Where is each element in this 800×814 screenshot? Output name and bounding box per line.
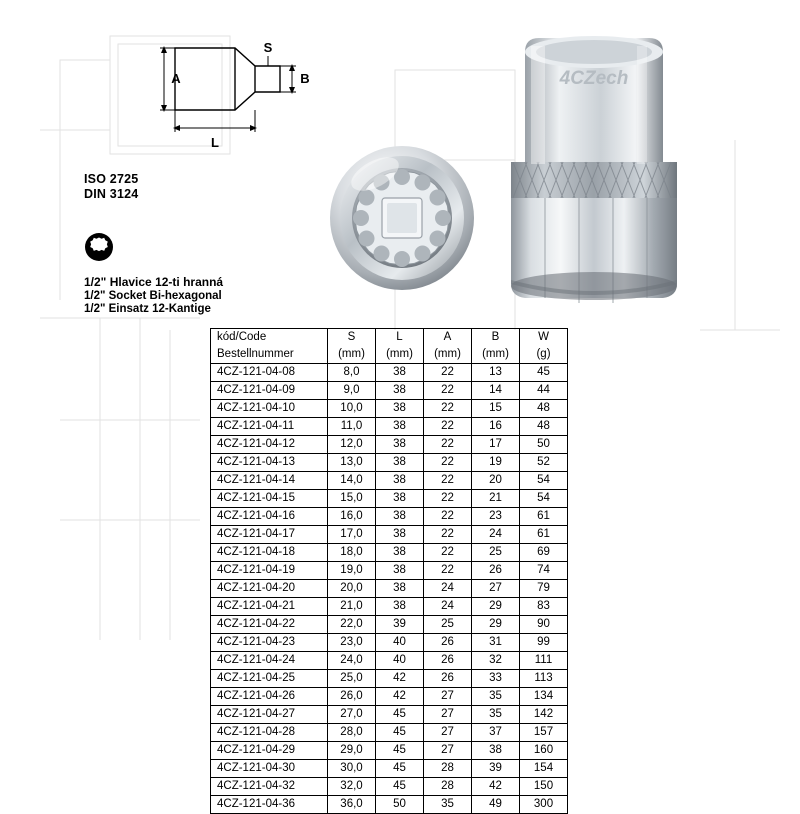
dimension-label-l: L — [211, 135, 219, 150]
table-header-row — [211, 329, 568, 364]
table-body — [211, 364, 568, 814]
table-row — [211, 454, 568, 472]
header-code — [211, 329, 328, 364]
cell-code: 4CZ-121-04-15 — [211, 490, 328, 508]
cell-w: 44 — [520, 382, 568, 400]
cell-l: 45 — [376, 760, 424, 778]
table-row — [211, 760, 568, 778]
cell-code: 4CZ-121-04-30 — [211, 760, 328, 778]
cell-b: 14 — [472, 382, 520, 400]
cell-a: 22 — [424, 508, 472, 526]
cell-a: 22 — [424, 436, 472, 454]
cell-a: 28 — [424, 778, 472, 796]
cell-l: 50 — [376, 796, 424, 814]
bi-hexagon-profile-icon — [84, 232, 114, 262]
dimension-label-b: B — [300, 71, 310, 86]
cell-b: 16 — [472, 418, 520, 436]
cell-w: 61 — [520, 526, 568, 544]
cell-l: 38 — [376, 580, 424, 598]
cell-a: 22 — [424, 418, 472, 436]
table-row — [211, 418, 568, 436]
cell-b: 35 — [472, 706, 520, 724]
caption-de: 1/2" Einsatz 12-Kantige — [84, 303, 211, 315]
cell-l: 42 — [376, 688, 424, 706]
cell-b: 38 — [472, 742, 520, 760]
standard-din: DIN 3124 — [84, 187, 139, 201]
cell-l: 38 — [376, 544, 424, 562]
cell-s: 30,0 — [328, 760, 376, 778]
cell-a: 22 — [424, 490, 472, 508]
caption-cs: 1/2" Hlavice 12-ti hranná — [84, 275, 224, 289]
cell-a: 25 — [424, 616, 472, 634]
standard-iso: ISO 2725 — [84, 172, 139, 186]
header-b-line2: (mm) — [482, 348, 509, 360]
cell-w: 45 — [520, 364, 568, 382]
product-captions — [84, 276, 223, 317]
cell-code: 4CZ-121-04-14 — [211, 472, 328, 490]
cell-l: 38 — [376, 562, 424, 580]
cell-b: 32 — [472, 652, 520, 670]
table-row — [211, 382, 568, 400]
cell-s: 28,0 — [328, 724, 376, 742]
cell-w: 99 — [520, 634, 568, 652]
cell-s: 12,0 — [328, 436, 376, 454]
header-a-line1: A — [443, 331, 452, 343]
cell-code: 4CZ-121-04-29 — [211, 742, 328, 760]
cell-w: 69 — [520, 544, 568, 562]
cell-code: 4CZ-121-04-23 — [211, 634, 328, 652]
table-row — [211, 670, 568, 688]
cell-b: 23 — [472, 508, 520, 526]
table-row — [211, 562, 568, 580]
header-l-line2: (mm) — [386, 348, 413, 360]
cell-a: 26 — [424, 670, 472, 688]
header-s-line1: S — [347, 331, 356, 343]
cell-l: 38 — [376, 490, 424, 508]
cell-a: 28 — [424, 760, 472, 778]
cell-a: 27 — [424, 688, 472, 706]
cell-a: 22 — [424, 454, 472, 472]
cell-l: 45 — [376, 742, 424, 760]
cell-a: 27 — [424, 706, 472, 724]
cell-code: 4CZ-121-04-10 — [211, 400, 328, 418]
cell-a: 27 — [424, 742, 472, 760]
cell-w: 54 — [520, 472, 568, 490]
header-w — [520, 329, 568, 364]
cell-b: 24 — [472, 526, 520, 544]
cell-b: 26 — [472, 562, 520, 580]
header-a-line2: (mm) — [434, 348, 461, 360]
cell-w: 48 — [520, 418, 568, 436]
cell-s: 16,0 — [328, 508, 376, 526]
table-row — [211, 778, 568, 796]
table-row — [211, 472, 568, 490]
cell-s: 19,0 — [328, 562, 376, 580]
cell-b: 42 — [472, 778, 520, 796]
cell-a: 26 — [424, 634, 472, 652]
cell-l: 38 — [376, 382, 424, 400]
cell-code: 4CZ-121-04-19 — [211, 562, 328, 580]
cell-a: 22 — [424, 382, 472, 400]
cell-l: 38 — [376, 418, 424, 436]
cell-s: 9,0 — [328, 382, 376, 400]
cell-s: 22,0 — [328, 616, 376, 634]
cell-w: 300 — [520, 796, 568, 814]
cell-b: 27 — [472, 580, 520, 598]
cell-code: 4CZ-121-04-12 — [211, 436, 328, 454]
cell-s: 17,0 — [328, 526, 376, 544]
cell-l: 38 — [376, 364, 424, 382]
table-row — [211, 616, 568, 634]
cell-s: 25,0 — [328, 670, 376, 688]
cell-w: 157 — [520, 724, 568, 742]
cell-b: 35 — [472, 688, 520, 706]
table-row — [211, 634, 568, 652]
cell-code: 4CZ-121-04-28 — [211, 724, 328, 742]
cell-b: 29 — [472, 598, 520, 616]
header-w-line2: (g) — [536, 348, 551, 360]
cell-s: 26,0 — [328, 688, 376, 706]
cell-code: 4CZ-121-04-22 — [211, 616, 328, 634]
cell-s: 13,0 — [328, 454, 376, 472]
cell-b: 25 — [472, 544, 520, 562]
cell-l: 42 — [376, 670, 424, 688]
table-row — [211, 688, 568, 706]
cell-b: 31 — [472, 634, 520, 652]
cell-l: 38 — [376, 472, 424, 490]
cell-w: 154 — [520, 760, 568, 778]
dimension-diagram — [150, 20, 390, 160]
cell-code: 4CZ-121-04-24 — [211, 652, 328, 670]
table-row — [211, 706, 568, 724]
table-row — [211, 724, 568, 742]
cell-w: 50 — [520, 436, 568, 454]
cell-code: 4CZ-121-04-25 — [211, 670, 328, 688]
socket-side-view-photo — [487, 22, 702, 312]
cell-a: 24 — [424, 598, 472, 616]
table-row — [211, 598, 568, 616]
cell-code: 4CZ-121-04-11 — [211, 418, 328, 436]
cell-w: 83 — [520, 598, 568, 616]
cell-s: 14,0 — [328, 472, 376, 490]
header-l — [376, 329, 424, 364]
table-row — [211, 742, 568, 760]
table-row — [211, 796, 568, 814]
header-code-line1: kód/Code — [217, 331, 267, 343]
dimension-label-s: S — [263, 40, 273, 55]
cell-l: 40 — [376, 652, 424, 670]
cell-code: 4CZ-121-04-18 — [211, 544, 328, 562]
header-l-line1: L — [396, 331, 403, 343]
table-row — [211, 364, 568, 382]
cell-l: 40 — [376, 634, 424, 652]
table-row — [211, 508, 568, 526]
cell-w: 74 — [520, 562, 568, 580]
header-s-line2: (mm) — [338, 348, 365, 360]
cell-code: 4CZ-121-04-27 — [211, 706, 328, 724]
cell-s: 21,0 — [328, 598, 376, 616]
cell-a: 27 — [424, 724, 472, 742]
caption-en: 1/2" Socket Bi-hexagonal — [84, 289, 222, 302]
socket-top-view-photo — [320, 140, 490, 295]
cell-b: 19 — [472, 454, 520, 472]
cell-code: 4CZ-121-04-16 — [211, 508, 328, 526]
cell-l: 38 — [376, 526, 424, 544]
cell-code: 4CZ-121-04-09 — [211, 382, 328, 400]
cell-b: 13 — [472, 364, 520, 382]
specification-table-wrapper — [210, 328, 568, 814]
cell-w: 79 — [520, 580, 568, 598]
cell-s: 32,0 — [328, 778, 376, 796]
cell-s: 20,0 — [328, 580, 376, 598]
cell-w: 52 — [520, 454, 568, 472]
cell-w: 54 — [520, 490, 568, 508]
cell-code: 4CZ-121-04-08 — [211, 364, 328, 382]
cell-l: 39 — [376, 616, 424, 634]
table-row — [211, 400, 568, 418]
cell-code: 4CZ-121-04-20 — [211, 580, 328, 598]
cell-s: 29,0 — [328, 742, 376, 760]
header-w-line1: W — [538, 331, 549, 343]
header-code-line2: Bestellnummer — [217, 348, 294, 360]
cell-b: 17 — [472, 436, 520, 454]
cell-b: 37 — [472, 724, 520, 742]
table-row — [211, 652, 568, 670]
cell-s: 15,0 — [328, 490, 376, 508]
cell-s: 24,0 — [328, 652, 376, 670]
cell-a: 22 — [424, 562, 472, 580]
specification-table — [210, 328, 568, 814]
cell-code: 4CZ-121-04-13 — [211, 454, 328, 472]
dimension-label-a: A — [171, 71, 181, 86]
header-s — [328, 329, 376, 364]
table-row — [211, 436, 568, 454]
cell-a: 22 — [424, 472, 472, 490]
cell-code: 4CZ-121-04-17 — [211, 526, 328, 544]
cell-l: 38 — [376, 508, 424, 526]
cell-a: 24 — [424, 580, 472, 598]
cell-b: 33 — [472, 670, 520, 688]
cell-s: 23,0 — [328, 634, 376, 652]
table-row — [211, 490, 568, 508]
cell-w: 61 — [520, 508, 568, 526]
cell-l: 38 — [376, 454, 424, 472]
cell-code: 4CZ-121-04-36 — [211, 796, 328, 814]
cell-b: 21 — [472, 490, 520, 508]
cell-l: 45 — [376, 778, 424, 796]
cell-w: 48 — [520, 400, 568, 418]
cell-a: 22 — [424, 400, 472, 418]
cell-code: 4CZ-121-04-26 — [211, 688, 328, 706]
cell-b: 39 — [472, 760, 520, 778]
cell-s: 10,0 — [328, 400, 376, 418]
header-b — [472, 329, 520, 364]
cell-w: 160 — [520, 742, 568, 760]
cell-w: 142 — [520, 706, 568, 724]
cell-a: 22 — [424, 544, 472, 562]
cell-l: 45 — [376, 706, 424, 724]
brand-label: 4CZech — [559, 68, 629, 89]
cell-a: 35 — [424, 796, 472, 814]
cell-s: 36,0 — [328, 796, 376, 814]
cell-b: 20 — [472, 472, 520, 490]
cell-code: 4CZ-121-04-21 — [211, 598, 328, 616]
cell-w: 150 — [520, 778, 568, 796]
cell-a: 22 — [424, 526, 472, 544]
cell-s: 8,0 — [328, 364, 376, 382]
cell-l: 38 — [376, 598, 424, 616]
cell-s: 11,0 — [328, 418, 376, 436]
cell-s: 18,0 — [328, 544, 376, 562]
header-b-line1: B — [491, 331, 500, 343]
table-row — [211, 580, 568, 598]
cell-w: 134 — [520, 688, 568, 706]
cell-b: 29 — [472, 616, 520, 634]
cell-b: 15 — [472, 400, 520, 418]
table-row — [211, 544, 568, 562]
table-row — [211, 526, 568, 544]
header-a — [424, 329, 472, 364]
cell-w: 90 — [520, 616, 568, 634]
cell-b: 49 — [472, 796, 520, 814]
cell-l: 38 — [376, 436, 424, 454]
cell-a: 22 — [424, 364, 472, 382]
standards-block — [84, 172, 138, 202]
cell-w: 111 — [520, 652, 568, 670]
cell-w: 113 — [520, 670, 568, 688]
cell-l: 38 — [376, 400, 424, 418]
cell-l: 45 — [376, 724, 424, 742]
cell-a: 26 — [424, 652, 472, 670]
cell-s: 27,0 — [328, 706, 376, 724]
cell-code: 4CZ-121-04-32 — [211, 778, 328, 796]
